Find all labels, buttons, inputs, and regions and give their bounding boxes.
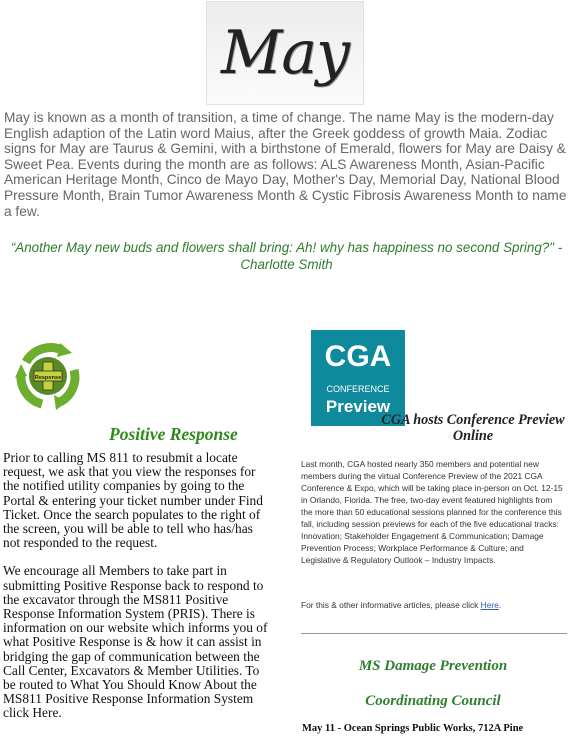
council-title-line: Coordinating Council <box>365 693 501 709</box>
cga-link-line <box>301 600 501 610</box>
positive-response-title: Positive Response <box>109 424 238 444</box>
council-title-line: MS Damage Prevention <box>358 658 508 674</box>
cga-logo-subtext: CONFERENCE <box>326 384 390 394</box>
positive-response-paragraph: Prior to calling MS 811 to resubmit a locate request, we ask that you view the responses for the notified utility companies by going to the Portal & entering your ticket number under Find Ticket. Once the search populates to the right of the screen, you will be able to tell who has/has not responded to the request. <box>3 450 263 551</box>
intro-paragraph: May is known as a month of transition, a time of change. The name May is the modern-day English adaption of the Latin word Maius, after the Greek goddess of growth Maia. Zodiac signs for May are Taurus & Gemini, with a birthstone of Emerald, flowers for May are Daisy & Sweet Pea. Events during the month are as follows: ALS Awareness Month, Asian-Pacific American Heritage Month, Cinco de Mayo Day, Mother's Day, Memorial Day, National Blood Pressure Month, Brain Tumor Awareness Month & Cystic Fibrosis Awareness Month to name a few. <box>4 110 567 219</box>
cga-logo-text: CGA <box>324 340 392 373</box>
cga-link-suffix: . <box>498 600 502 610</box>
cga-heading: CGA hosts Conference Preview Online <box>381 412 565 444</box>
positive-response-logo <box>12 340 84 412</box>
divider <box>301 633 567 634</box>
may-banner <box>206 1 364 105</box>
quote: “Another May new buds and flowers shall bring: Ah! why has happiness no second Spring?" -Charlotte Smith <box>10 240 563 272</box>
here-link[interactable]: Here <box>480 600 499 610</box>
cga-logo-preview: Preview <box>325 397 391 416</box>
positive-response-body <box>3 451 271 735</box>
positive-response-logo-text: Response <box>34 375 62 381</box>
may-banner-text: May <box>220 18 350 88</box>
cga-link-prefix: For this & other informative articles, please click <box>301 600 481 610</box>
council-title <box>300 649 566 719</box>
cga-body: Last month, CGA hosted nearly 350 members and potential new members during the virtual Conference Preview of the 2021 CGA Conference & Expo, which will be taking place in-person on Oct. 12-15 in Orlando, Florida. The free, two-day event featured highlights from the more than 50 educational sessions planned for the conference this fall, including session previews for each of the five educational tracks: Innovation; Stakeholder Engagement & Communication; Damage Prevention Process; Workplace Performance & Culture; and Legislative & Regulatory Outlook – Industry Impacts. <box>301 459 563 565</box>
event-item: May 11 - Ocean Springs Public Works, 712A Pine <box>302 723 524 734</box>
positive-response-paragraph: We encourage all Members to take part in submitting Positive Response back to respond to the excavator through the MS811 Positive Response Information System (PRIS). There is information on our website which informs you of what Positive Response is & how it can assist in bridging the gap of communication between the Call Center, Excavators & Member Utilities. To be routed to What You Should Know About the MS811 Positive Response Information System click Here. <box>3 563 268 721</box>
